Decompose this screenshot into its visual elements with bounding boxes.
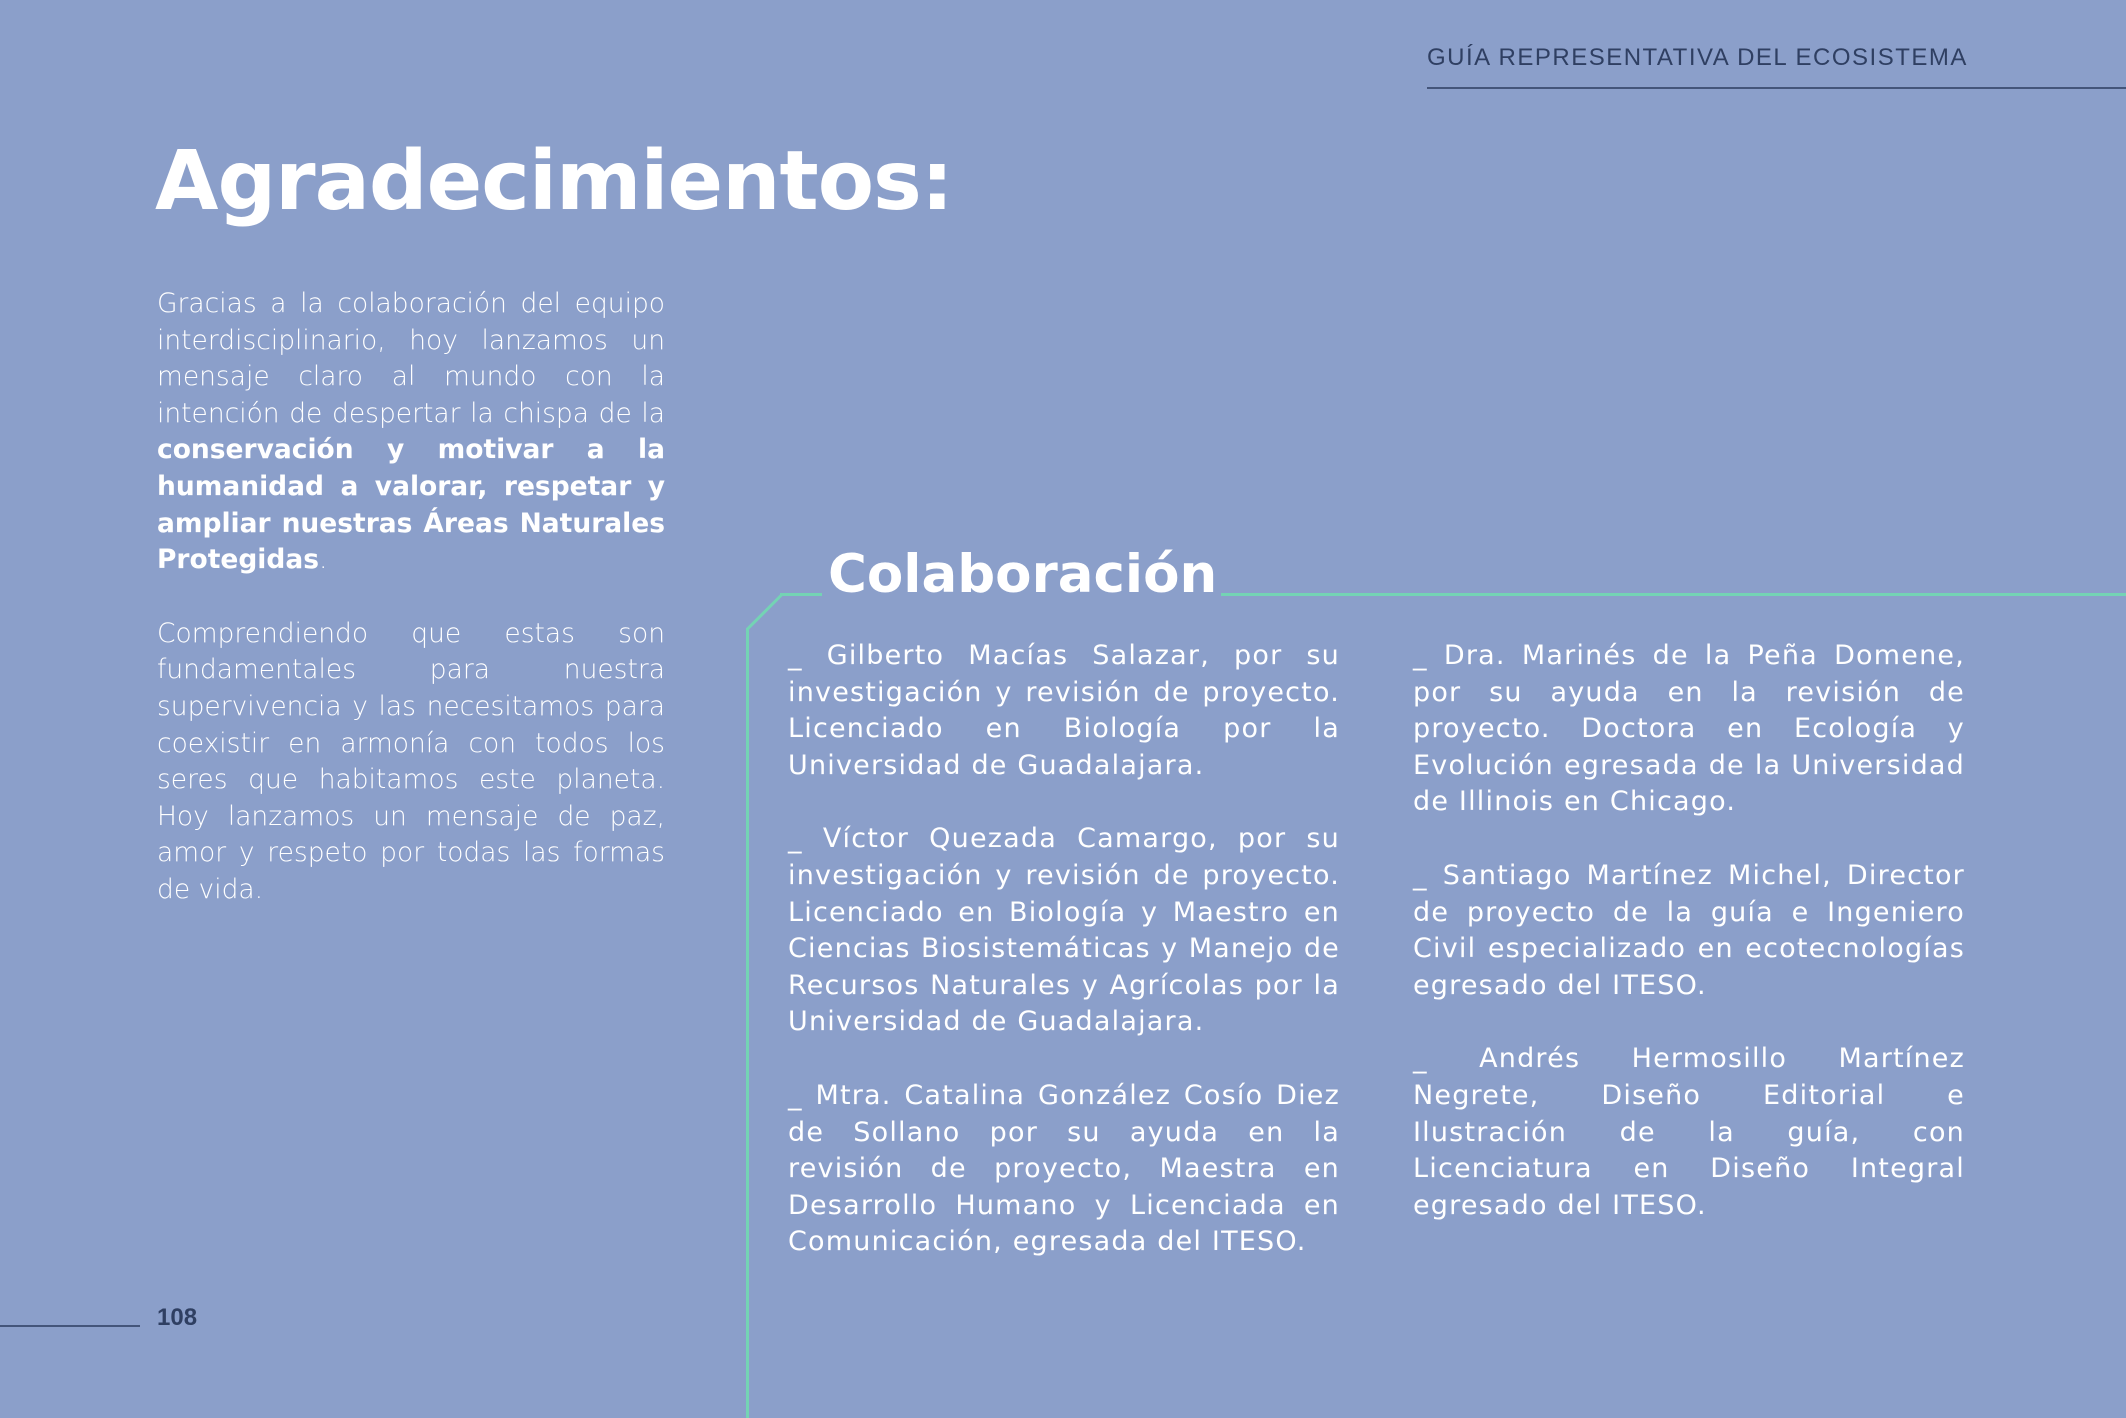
collaboration-heading: Colaboración xyxy=(828,544,1218,605)
header-rule xyxy=(1427,87,2126,89)
intro-paragraph-1-emphasis: conservación y motivar a la humanidad a valorar, respetar y ampliar nuestras Áreas Naturales Protegidas xyxy=(157,434,665,576)
frame-line-top-left xyxy=(780,593,822,596)
page-number: 108 xyxy=(157,1304,198,1331)
page-title: Agradecimientos: xyxy=(155,134,953,229)
credit-entry: _ Gilberto Macías Salazar, por su investigación y revisión de proyecto. Licenciado en Biología por la Universidad de Guadalajara. xyxy=(788,640,1340,781)
frame-corner xyxy=(744,592,784,634)
credit-entry: _ Andrés Hermosillo Martínez Negrete, Diseño Editorial e Ilustración de la guía, con Licenciatura en Diseño Integral egresado del ITESO. xyxy=(1413,1043,1965,1221)
credits-column-right xyxy=(1413,638,1965,1261)
intro-paragraph-1-end: . xyxy=(319,544,328,576)
credits-column-left xyxy=(788,638,1340,1298)
credit-entry: _ Víctor Quezada Camargo, por su investigación y revisión de proyecto. Licenciado en Biología y Maestro en Ciencias Biosistemáticas y Manejo de Recursos Naturales y Agrícolas por la Universidad de Guadalajara. xyxy=(788,823,1340,1038)
running-header: GUÍA REPRESENTATIVA DEL ECOSISTEMA xyxy=(1427,44,1968,71)
credit-entry: _ Mtra. Catalina González Cosío Diez de Sollano por su ayuda en la revisión de proyecto, Maestra en Desarrollo Humano y Licenciada en Comunicación, egresada del ITESO. xyxy=(788,1079,1340,1258)
credit-entry: _ Santiago Martínez Michel, Director de proyecto de la guía e Ingeniero Civil especializado en ecotecnologías egresado del ITESO. xyxy=(1413,859,1965,1001)
footer-rule xyxy=(0,1325,140,1327)
intro-paragraph-1-text: Gracias a la colaboración del equipo interdisciplinario, hoy lanzamos un mensaje claro al mundo con la intención de despertar la chispa de la xyxy=(157,288,665,429)
frame-line-left xyxy=(746,628,749,1418)
intro-paragraph-1 xyxy=(157,286,665,579)
intro-paragraph-2: Comprendiendo que estas son fundamentales para nuestra supervivencia y las necesitamos para coexistir en armonía con todos los seres que habitamos este planeta. Hoy lanzamos un mensaje de paz, amor y respeto por todas las formas de vida. xyxy=(157,617,665,905)
credit-entry: _ Dra. Marinés de la Peña Domene, por su ayuda en la revisión de proyecto. Doctora en Ecología y Evolución egresada de la Universidad de Illinois en Chicago. xyxy=(1413,640,1965,818)
intro-text xyxy=(157,286,665,946)
frame-line-top-right xyxy=(1221,593,2126,596)
